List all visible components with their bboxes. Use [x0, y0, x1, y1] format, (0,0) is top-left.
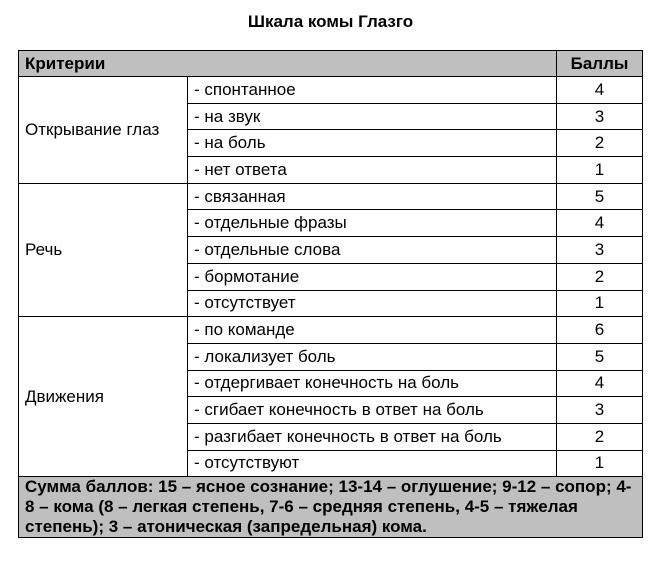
score-value: 5 [557, 183, 643, 210]
table-body [19, 77, 643, 477]
score-value: 2 [557, 423, 643, 450]
response-label: - нет ответа [188, 157, 557, 184]
criterion-name: Речь [19, 183, 188, 316]
table-row [19, 317, 643, 344]
table-row [19, 183, 643, 210]
response-label: - на звук [188, 103, 557, 130]
response-label: - бормотание [188, 263, 557, 290]
score-value: 3 [557, 103, 643, 130]
score-value: 4 [557, 77, 643, 104]
glasgow-coma-scale-table [18, 50, 643, 538]
response-label: - сгибает конечность в ответ на боль [188, 397, 557, 424]
response-label: - разгибает конечность в ответ на боль [188, 423, 557, 450]
score-value: 5 [557, 343, 643, 370]
score-value: 1 [557, 450, 643, 477]
score-value: 3 [557, 397, 643, 424]
summary-text: Сумма баллов: 15 – ясное сознание; 13-14 – оглушение; 9-12 – сопор; 4-8 – кома (8 – легкая степень, 7-6 – средняя степень, 4-5 – тяжелая степень); 3 – атоническая (запредельная) кома. [19, 477, 643, 538]
response-label: - связанная [188, 183, 557, 210]
response-label: - отсутствует [188, 290, 557, 317]
criteria-header: Критерии [19, 51, 557, 77]
score-value: 6 [557, 317, 643, 344]
criterion-name: Открывание глаз [19, 77, 188, 184]
page-title: Шкала комы Глазго [247, 12, 414, 31]
table-row [19, 77, 643, 104]
score-header: Баллы [557, 51, 643, 77]
response-label: - спонтанное [188, 77, 557, 104]
response-label: - отсутствуют [188, 450, 557, 477]
response-label: - локализует боль [188, 343, 557, 370]
score-value: 1 [557, 290, 643, 317]
response-label: - отдельные фразы [188, 210, 557, 237]
score-value: 1 [557, 157, 643, 184]
response-label: - отдельные слова [188, 237, 557, 264]
response-label: - отдергивает конечность на боль [188, 370, 557, 397]
summary-row [19, 477, 643, 538]
criterion-name: Движения [19, 317, 188, 477]
score-value: 3 [557, 237, 643, 264]
score-value: 4 [557, 370, 643, 397]
score-value: 2 [557, 130, 643, 157]
score-value: 4 [557, 210, 643, 237]
header-row [19, 51, 643, 77]
score-value: 2 [557, 263, 643, 290]
response-label: - по команде [188, 317, 557, 344]
response-label: - на боль [188, 130, 557, 157]
